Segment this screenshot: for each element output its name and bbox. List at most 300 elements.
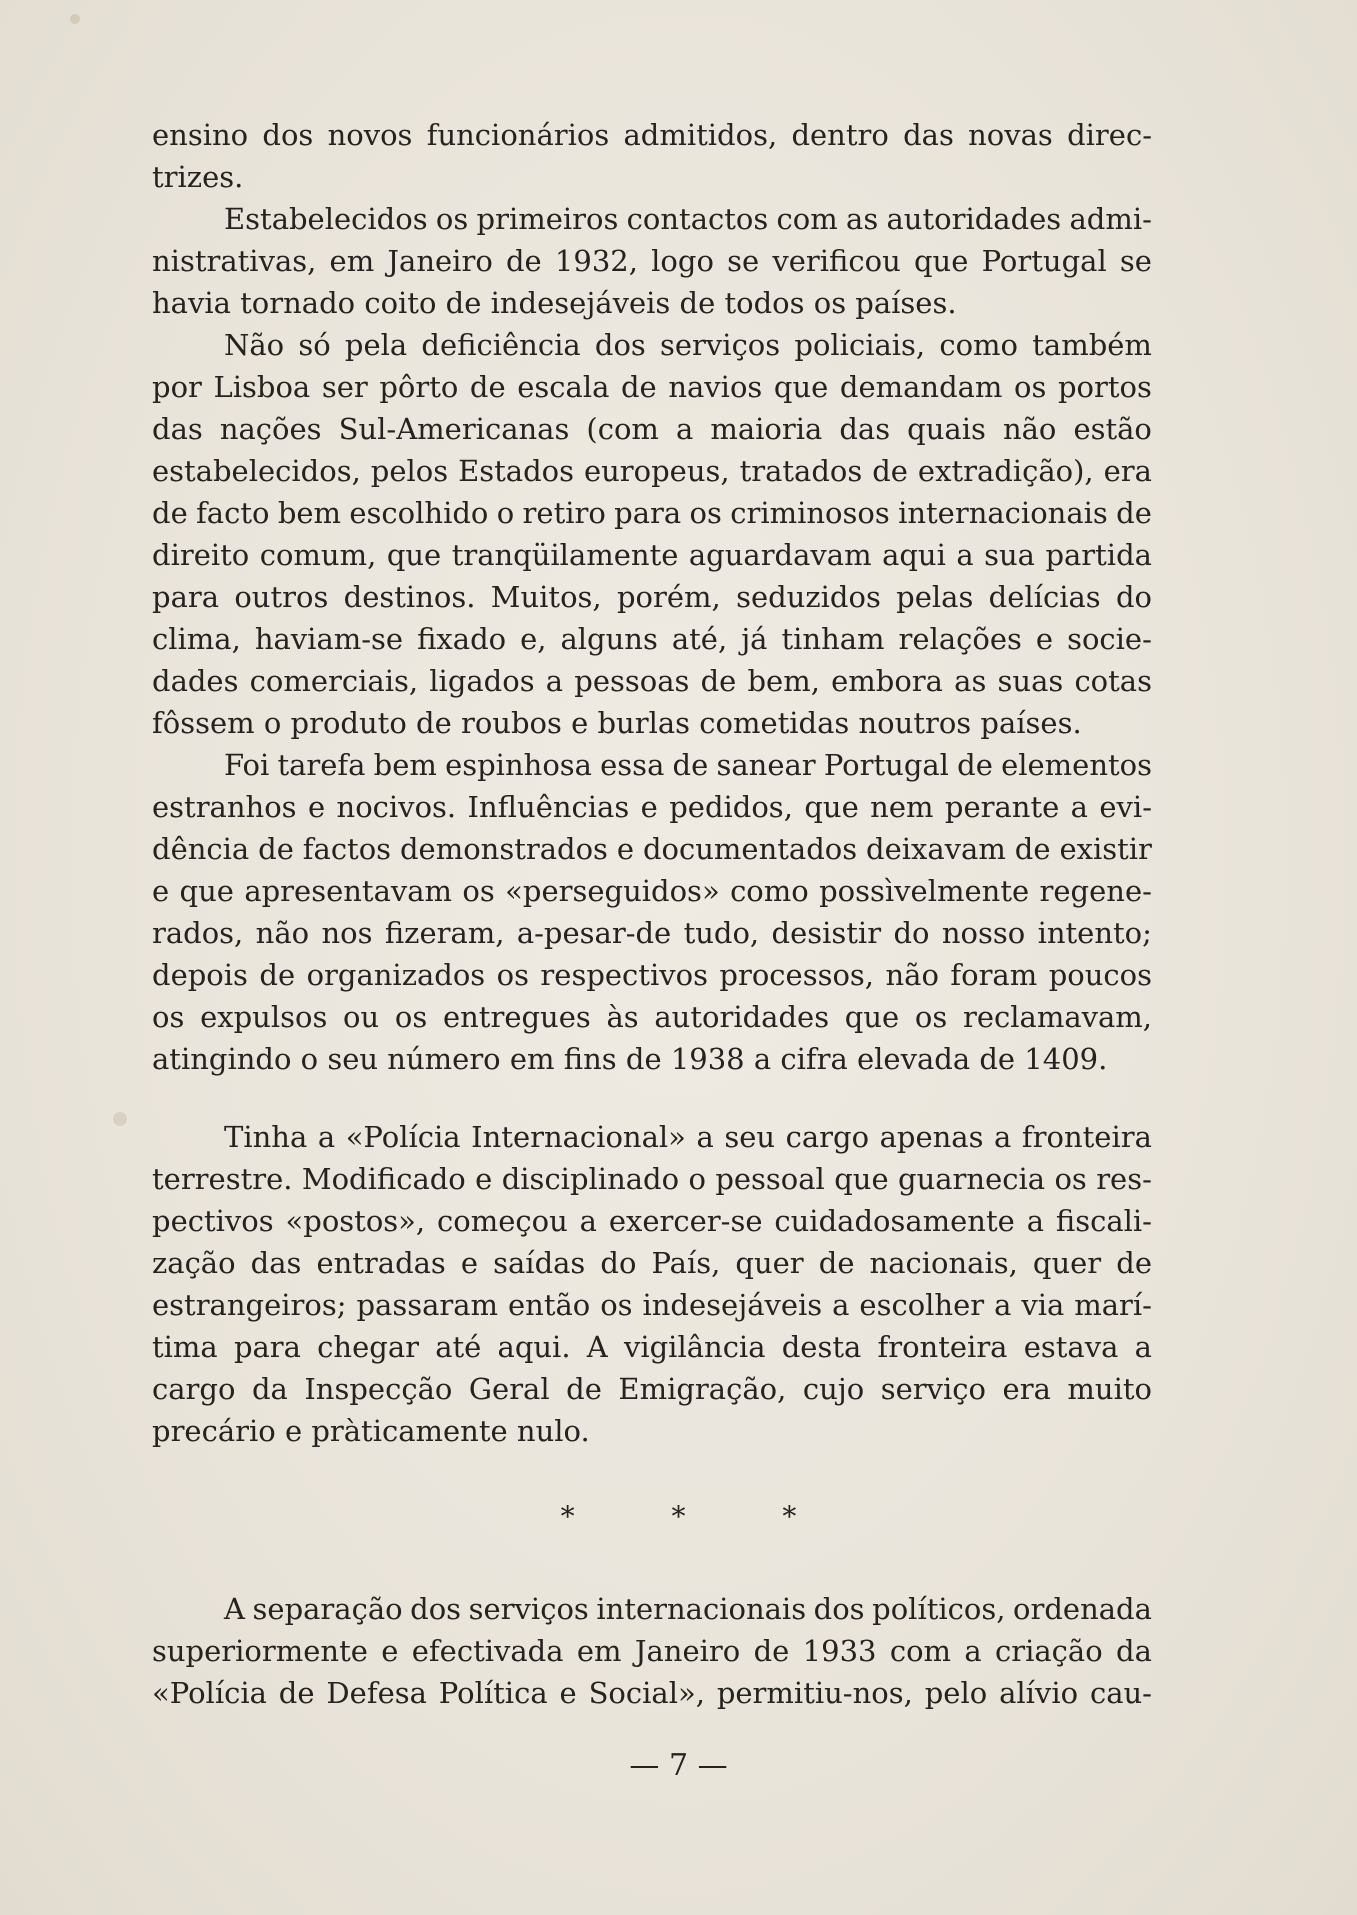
word: ensino <box>152 118 249 152</box>
word: Social», <box>588 1676 705 1710</box>
word: e <box>460 1246 479 1280</box>
word: das <box>250 1246 302 1280</box>
word: os <box>1014 370 1047 404</box>
word: permitiu-nos, <box>716 1676 913 1710</box>
text-line <box>152 955 1152 995</box>
word: internacionais <box>898 496 1108 530</box>
text-line <box>152 1673 1152 1713</box>
word: desistir <box>771 916 882 950</box>
word: cotas <box>1074 664 1152 698</box>
word: de <box>753 1634 790 1668</box>
word: País, <box>651 1246 721 1280</box>
word: bem <box>277 496 342 530</box>
word: quer <box>1032 1246 1102 1280</box>
word: já <box>741 622 768 656</box>
word: até, <box>671 622 728 656</box>
text-line <box>224 199 1152 239</box>
word: que <box>773 370 829 404</box>
word: haviam-se <box>254 622 404 656</box>
word: nistrativas, <box>152 244 317 278</box>
text-line <box>152 451 1152 491</box>
word: Janeiro <box>634 1634 741 1668</box>
word: contactos <box>626 202 769 236</box>
word: destinos. <box>343 580 476 614</box>
word: roubos <box>460 706 572 740</box>
word: possìvelmente <box>819 874 1030 908</box>
word: da <box>1116 1634 1152 1668</box>
word: portos <box>1057 370 1152 404</box>
word: navios <box>668 370 763 404</box>
word: escala <box>517 370 610 404</box>
word: poucos <box>1048 958 1152 992</box>
word: todos <box>724 286 814 320</box>
word: pedidos, <box>669 790 793 824</box>
text-line <box>152 1369 1152 1409</box>
word: dos <box>410 1592 462 1626</box>
word: seu <box>327 1042 388 1076</box>
word: e <box>616 832 635 866</box>
word: elementos <box>1001 748 1152 782</box>
text-line <box>152 409 1152 449</box>
word: marí- <box>1074 1288 1152 1322</box>
word: bem <box>373 748 437 782</box>
paper-stain <box>113 1112 127 1126</box>
word: trizes. <box>152 160 244 194</box>
word: a <box>753 1042 781 1076</box>
word: de <box>679 286 725 320</box>
word: dentro <box>791 118 889 152</box>
word: nocivos. <box>336 790 457 824</box>
word: internacionais <box>596 1592 807 1626</box>
text-line <box>152 1159 1152 1199</box>
word: essa <box>600 748 665 782</box>
word: era <box>1002 1372 1051 1406</box>
word: e <box>284 1414 312 1448</box>
text-line <box>152 535 1152 575</box>
word: tratados <box>739 454 863 488</box>
word: a <box>832 1288 850 1322</box>
word: Emigração, <box>618 1372 787 1406</box>
word: Política <box>438 1676 548 1710</box>
word: Lisboa <box>213 370 311 404</box>
word: era <box>1103 454 1152 488</box>
word: aqui <box>882 538 946 572</box>
word: pela <box>344 328 408 362</box>
word: Influências <box>467 790 630 824</box>
word: como <box>730 874 809 908</box>
word: com <box>776 202 838 236</box>
word: de <box>505 244 542 278</box>
word: também <box>1032 328 1152 362</box>
text-line <box>152 1411 1152 1451</box>
word: que <box>844 1000 900 1034</box>
word: tranqüilamente <box>451 538 679 572</box>
word: reclamavam, <box>962 1000 1152 1034</box>
word: das <box>839 412 891 446</box>
word: deixavam <box>866 832 1006 866</box>
word: «Polícia <box>152 1676 267 1710</box>
text-line <box>152 703 1152 743</box>
word: aqui. <box>497 1330 571 1364</box>
word: e <box>475 1162 493 1196</box>
word: com <box>889 1634 952 1668</box>
word: do <box>600 1246 637 1280</box>
word: criação <box>995 1634 1103 1668</box>
word: serviço <box>880 1372 987 1406</box>
paper-stain <box>70 14 80 24</box>
word: processos, <box>719 958 875 992</box>
text-line <box>152 115 1152 155</box>
word: existir <box>1059 832 1152 866</box>
word: entregues <box>442 1000 591 1034</box>
word: os <box>152 1000 185 1034</box>
word: aguardavam <box>688 538 872 572</box>
word: coito <box>364 286 446 320</box>
word: cuidadosamente <box>774 1204 1015 1238</box>
word: fins <box>563 1042 626 1076</box>
text-line <box>152 1201 1152 1241</box>
word: das <box>152 412 203 446</box>
word: guarnecia <box>898 1162 1046 1196</box>
word: seu <box>724 1120 776 1154</box>
word: os <box>600 1288 633 1322</box>
word: rados, <box>152 916 244 950</box>
word: ser <box>321 370 368 404</box>
word: fiscali- <box>1055 1204 1152 1238</box>
word: europeus, <box>583 454 730 488</box>
text-line <box>152 577 1152 617</box>
word: e <box>571 706 598 740</box>
word: das <box>903 118 954 152</box>
word: serviços <box>468 1592 589 1626</box>
word: fôssem <box>152 706 264 740</box>
word: os <box>813 286 856 320</box>
word: tudo, <box>683 916 760 950</box>
word: a <box>1070 790 1088 824</box>
word: Portugal <box>981 244 1107 278</box>
word: indesejáveis <box>490 286 680 320</box>
word: autoridades <box>886 202 1062 236</box>
text-line <box>152 283 1152 323</box>
word: comum, <box>259 538 377 572</box>
word: e, <box>520 622 547 656</box>
word: foram <box>950 958 1038 992</box>
word: zação <box>152 1246 236 1280</box>
word: novos <box>327 118 413 152</box>
word: criminosos <box>730 496 890 530</box>
text-line <box>152 997 1152 1037</box>
word: alívio <box>999 1676 1079 1710</box>
word: Estabelecidos <box>224 202 428 236</box>
word: a <box>317 1120 336 1154</box>
word: Modificado <box>301 1162 466 1196</box>
word: os <box>1054 1162 1087 1196</box>
word: tima <box>152 1330 218 1364</box>
word: fixado <box>417 622 507 656</box>
word: que <box>913 244 969 278</box>
word: o <box>688 1162 706 1196</box>
word: para <box>233 1330 301 1364</box>
word: depois <box>152 958 248 992</box>
word: pessoal <box>715 1162 825 1196</box>
word: dos <box>594 328 646 362</box>
word: 1938 <box>670 1042 754 1076</box>
word: Muitos, <box>490 580 602 614</box>
word: dos <box>813 1592 865 1626</box>
word: por <box>152 370 202 404</box>
word: fronteira <box>877 1330 1008 1364</box>
word: e <box>381 1634 399 1668</box>
word: Defesa <box>326 1676 427 1710</box>
word: A <box>586 1330 608 1364</box>
word: delícias <box>988 580 1101 614</box>
word: que <box>179 874 234 908</box>
word: os <box>689 496 722 530</box>
word: quer <box>735 1246 804 1280</box>
word: disciplinado <box>501 1162 680 1196</box>
word: deficiência <box>421 328 581 362</box>
word: noutros <box>858 706 981 740</box>
word: cau- <box>1089 1676 1152 1710</box>
word: cujo <box>802 1372 865 1406</box>
page-number: — 7 — <box>629 1748 728 1783</box>
word: as <box>954 664 987 698</box>
word: apresentavam <box>244 874 453 908</box>
word: desta <box>781 1330 862 1364</box>
word: chegar <box>317 1330 419 1364</box>
word: de <box>1116 1246 1152 1280</box>
text-line <box>152 241 1152 281</box>
word: terrestre. <box>152 1162 293 1196</box>
word: Tinha <box>224 1120 308 1154</box>
word: de <box>979 1042 1025 1076</box>
word: a <box>964 1634 982 1668</box>
word: seduzidos <box>736 580 881 614</box>
word: a <box>994 1288 1012 1322</box>
word: burlas <box>597 706 700 740</box>
word: apenas <box>879 1120 984 1154</box>
text-line <box>152 871 1152 911</box>
word: se <box>727 244 760 278</box>
word: escolhido <box>349 496 489 530</box>
word: «postos», <box>285 1204 426 1238</box>
word: a-pesar-de <box>516 916 672 950</box>
word: de <box>872 454 908 488</box>
word: Janeiro <box>387 244 493 278</box>
word: sanear <box>716 748 816 782</box>
word: a <box>579 1204 597 1238</box>
word: muito <box>1067 1372 1152 1406</box>
word: Não <box>224 328 285 362</box>
word: Geral <box>468 1372 550 1406</box>
word: socie- <box>1067 622 1152 656</box>
word: não <box>885 958 939 992</box>
word: cometidas <box>699 706 859 740</box>
word: fizeram, <box>384 916 505 950</box>
word: evi- <box>1099 790 1152 824</box>
word: ou <box>343 1000 380 1034</box>
word: nosso <box>941 916 1026 950</box>
word: pelo <box>924 1676 988 1710</box>
text-line <box>152 661 1152 701</box>
word: de <box>445 286 491 320</box>
word: de <box>1014 832 1051 866</box>
word: documentados <box>642 832 858 866</box>
word: estrangeiros; <box>152 1288 347 1322</box>
word: começou <box>437 1204 568 1238</box>
word: passaram <box>356 1288 499 1322</box>
section-separator: * * * <box>560 1500 841 1533</box>
word: regene- <box>1039 874 1152 908</box>
word: atingindo <box>152 1042 301 1076</box>
word: Portugal <box>823 748 949 782</box>
word: até <box>435 1330 482 1364</box>
word: de <box>625 1042 671 1076</box>
word: pelas <box>896 580 974 614</box>
word: cargo <box>152 1372 236 1406</box>
word: embora <box>831 664 943 698</box>
word: da <box>251 1372 288 1406</box>
word: de <box>1116 496 1152 530</box>
word: comerciais, <box>249 664 419 698</box>
word: tinham <box>781 622 885 656</box>
word: «perseguidos» <box>505 874 720 908</box>
text-line <box>224 1117 1152 1157</box>
word: cifra <box>780 1042 857 1076</box>
word: autoridades <box>654 1000 830 1034</box>
word: em <box>509 1042 564 1076</box>
word: (com <box>586 412 659 446</box>
text-line <box>224 325 1152 365</box>
word: os <box>914 1000 948 1034</box>
word: como <box>939 328 1019 362</box>
text-line <box>152 1243 1152 1283</box>
word: dades <box>152 664 239 698</box>
word: espinhosa <box>445 748 592 782</box>
word: extradição), <box>917 454 1094 488</box>
word: demandam <box>839 370 1003 404</box>
word: factos <box>302 832 392 866</box>
word: tarefa <box>277 748 366 782</box>
word: de <box>152 496 188 530</box>
word: suas <box>997 664 1064 698</box>
word: para <box>152 580 220 614</box>
word: número <box>387 1042 510 1076</box>
word: admitidos, <box>623 118 778 152</box>
word: de <box>957 748 993 782</box>
word: se <box>1119 244 1152 278</box>
word: do <box>893 916 930 950</box>
word: a <box>1026 1204 1044 1238</box>
word: países. <box>855 286 957 320</box>
word: produto <box>290 706 416 740</box>
word: porém, <box>616 580 721 614</box>
word: exercer-se <box>608 1204 763 1238</box>
word: o <box>263 706 291 740</box>
word: demonstrados <box>399 832 608 866</box>
word: direc- <box>1067 118 1152 152</box>
word: funcionários <box>426 118 610 152</box>
text-line <box>152 1631 1152 1671</box>
word: Internacional» <box>471 1120 686 1154</box>
word: os <box>435 202 469 236</box>
word: outros <box>234 580 329 614</box>
word: de <box>566 1372 602 1406</box>
word: não <box>255 916 310 950</box>
word: Estados <box>458 454 574 488</box>
word: pectivos <box>152 1204 274 1238</box>
word: sua <box>984 538 1035 572</box>
word: nulo. <box>516 1414 590 1448</box>
word: e <box>307 790 326 824</box>
word: pessoas <box>574 664 690 698</box>
word: nos <box>321 916 373 950</box>
text-line <box>152 493 1152 533</box>
word: de <box>278 1676 315 1710</box>
word: clima, <box>152 622 241 656</box>
text-line <box>152 1327 1152 1367</box>
word: as <box>846 202 879 236</box>
word: a <box>956 538 974 572</box>
text-line <box>224 1589 1152 1629</box>
word: de <box>259 958 296 992</box>
word: para <box>614 496 682 530</box>
word: nem <box>870 790 934 824</box>
word: e <box>559 1676 577 1710</box>
text-line <box>152 787 1152 827</box>
word: de <box>700 664 737 698</box>
word: «Polícia <box>345 1120 461 1154</box>
word: intento; <box>1037 916 1152 950</box>
word: a <box>696 1120 714 1154</box>
word: admi- <box>1069 202 1152 236</box>
word: só <box>298 328 331 362</box>
word: de <box>620 370 657 404</box>
word: precário <box>152 1414 285 1448</box>
word: pràticamente <box>311 1414 517 1448</box>
word: dos <box>262 118 314 152</box>
word: efectivada <box>411 1634 564 1668</box>
word: escolher <box>859 1288 985 1322</box>
word: que <box>834 1162 889 1196</box>
word: bem, <box>747 664 820 698</box>
word: respectivos <box>540 958 708 992</box>
word: partida <box>1045 538 1152 572</box>
word: expulsos <box>200 1000 328 1034</box>
word: às <box>606 1000 639 1034</box>
word: ordenada <box>1013 1592 1152 1626</box>
word: de <box>672 748 709 782</box>
word: em <box>329 244 375 278</box>
text-line <box>152 1039 1152 1079</box>
word: e <box>640 790 658 824</box>
text-line <box>152 1285 1152 1325</box>
word: os <box>462 874 495 908</box>
word: perante <box>944 790 1060 824</box>
word: não <box>1002 412 1057 446</box>
word: cargo <box>785 1120 870 1154</box>
word: relações <box>898 622 1022 656</box>
word: policiais, <box>794 328 926 362</box>
word: de <box>258 832 294 866</box>
word: ligados <box>429 664 535 698</box>
word: pelos <box>370 454 449 488</box>
word: vigilância <box>623 1330 766 1364</box>
word: o <box>496 496 515 530</box>
word: nações <box>219 412 322 446</box>
word: alguns <box>560 622 658 656</box>
word: maioria <box>710 412 823 446</box>
